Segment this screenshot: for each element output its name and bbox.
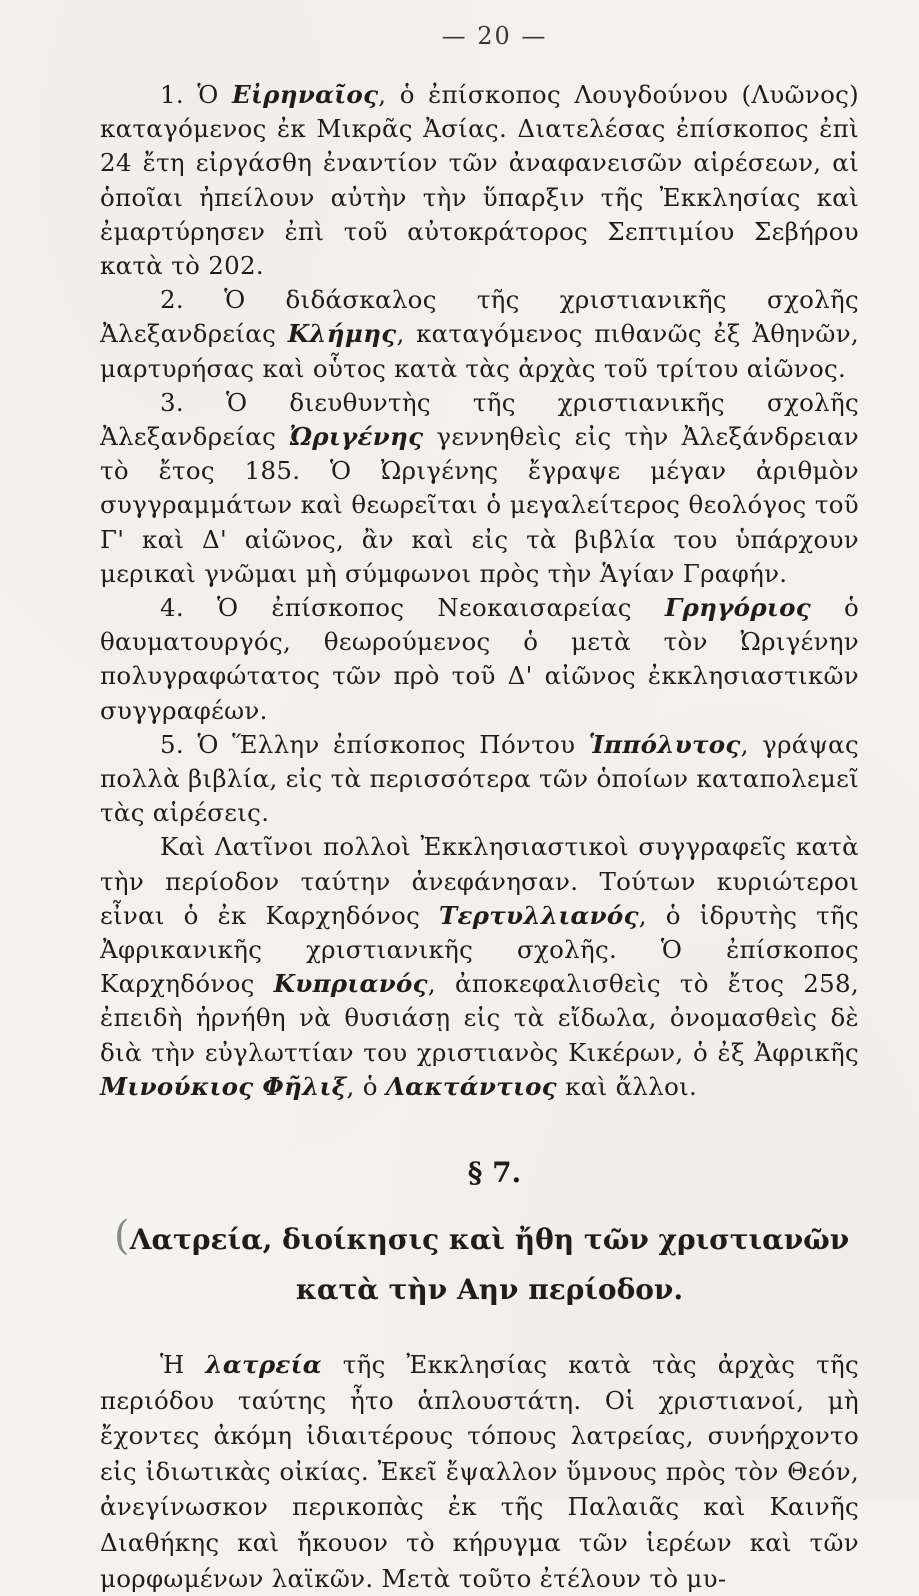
list-item-origen [100, 386, 859, 591]
paragraph-text: Καὶ Λατῖνοι πολλοὶ Ἐκκλησιαστικοὶ συγγραφεῖς κατὰ τὴν περίοδον ταύτην ἀνεφάνησαν. Τούτων κυριώτεροι εἶναι ὁ ἐκ Καρχηδόνος [100, 832, 859, 930]
item-text-before: 5. Ὁ Ἕλλην ἐπίσκοπος Πόντου [160, 729, 589, 759]
list-item-hippolytus [100, 728, 859, 831]
item-text-before: 3. Ὁ διευθυντὴς τῆς χριστιανικῆς σχολῆς Ἀλεξανδρείας [100, 387, 859, 452]
item-text-after: γεννηθεὶς εἰς τὴν Ἀλεξάνδρειαν τὸ ἔτος 185. Ὁ Ὠριγένης ἔγραψε μέγαν ἀριθμὸν συγγραμμάτων καὶ θεωρεῖται ὁ μεγαλείτερος θεολόγος τοῦ Γ' καὶ Δ' αἰῶνος, ἂν καὶ εἰς τὰ βιβλία του ὑπάρχουν μερικαὶ γνῶμαι μὴ σύμφωνοι πρὸς τὴν Ἁγίαν Γραφήν. [100, 422, 859, 588]
latin-writers-paragraph [100, 830, 859, 1104]
paragraph-text: Ἡ [160, 1350, 206, 1380]
section-mark: § 7. [467, 1156, 522, 1190]
item-text-after: , καταγόμενος πιθανῶς ἐξ Ἀθηνῶν, μαρτυρήσας καὶ οὗτος κατὰ τὰς ἀρχὰς τοῦ τρίτου αἰῶνος. [100, 319, 859, 383]
section-heading [100, 1215, 859, 1315]
item-name-bold: Κλήμης [287, 319, 397, 349]
list-item-clement [100, 283, 859, 386]
item-text-after: ὁ θαυματουργός, θεωρούμενος ὁ μετὰ τὸν Ὠριγένην πολυγραφώτατος τῶν πρὸ τοῦ Δ' αἰῶνος ἐκκλησιαστικῶν συγγραφέων. [100, 593, 860, 725]
item-name-bold: Γρηγόριος [664, 593, 811, 623]
item-text-before: 1. Ὁ [160, 80, 232, 109]
section-heading-line-2: κατὰ τὴν Αην περίοδον. [295, 1273, 684, 1307]
item-name-bold: Ὠριγένης [289, 422, 424, 452]
paragraph-text: καὶ ἄλλοι. [557, 1071, 698, 1101]
item-text-before: 2. Ὁ διδάσκαλος τῆς χριστιανικῆς σχολῆς Ἀλεξανδρείας [100, 285, 859, 349]
name-bold: Λακτάντιος [385, 1071, 558, 1101]
paragraph-text: τῆς Ἐκκλησίας κατὰ τὰς ἀρχὰς τῆς περιόδου ταύτης ἦτο ἁπλουστάτη. Οἱ χριστιανοί, μὴ ἔχοντες ἀκόμη ἰδιαιτέρους τόπους λατρείας, συνήρχοντο εἰς ἰδιωτικὰς οἰκίας. Ἐκεῖ ἔψαλλον ὕμνους πρὸς τὸν Θεόν, ἀνεγίνωσκον περικοπὰς ἐκ τῆς Παλαιᾶς καὶ Καινῆς Διαθήκης καὶ ἤκουον τὸ κήρυγμα τῶν ἱερέων καὶ τῶν μορφωμένων λαϊκῶν. Μετὰ τοῦτο ἐτέλουν τὸ μυ- [100, 1350, 859, 1593]
paragraph-text: , ἀποκεφαλισθεὶς τὸ ἔτος 258, ἐπειδὴ ἠρνήθη νὰ θυσιάσῃ εἰς τὰ εἴδωλα, ὀνομασθεὶς δὲ διὰ τὴν εὐγλωττίαν του χριστιανὸς Κικέρων, ὁ ἐξ Ἀφρικῆς [100, 969, 859, 1067]
bracket-mark-icon: ( [114, 1213, 130, 1260]
list-item-gregory [100, 591, 859, 728]
name-bold: Τερτυλλιανός [438, 900, 639, 930]
list-item-irenaeus [100, 78, 859, 283]
item-text-before: 4. Ὁ ἐπίσκοπος Νεοκαισαρείας [160, 593, 665, 623]
paragraph-text: , ὁ ἱδρυτὴς τῆς Ἀφρικανικῆς χριστιανικῆς σχολῆς. Ὁ ἐπίσκοπος Καρχηδόνος [100, 900, 859, 999]
name-bold: Μινούκιος Φῆλιξ [100, 1071, 347, 1101]
name-bold: Κυπριανός [273, 969, 428, 999]
item-text-after: , ὁ ἐπίσκοπος Λουγδούνου (Λυῶνος) καταγόμενος ἐκ Μικρᾶς Ἀσίας. Διατελέσας ἐπίσκοπος ἐπὶ 24 ἔτη εἰργάσθη ἐναντίον τῶν ἀναφανεισῶν αἱρέσεων, αἱ ὁποῖαι ἠπείλουν αὐτὴν τὴν ὕπαρξιν τῆς Ἐκκλησίας καὶ ἐμαρτύρησεν ἐπὶ τοῦ αὐτοκράτορος Σεπτιμίου Σεβήρου κατὰ τὸ 202. [100, 80, 859, 281]
paragraph-text: , ὁ [346, 1071, 386, 1101]
item-text-after: , γράψας πολλὰ βιβλία, εἰς τὰ περισσότερα τῶν ὁποίων καταπολεμεῖ τὰς αἱρέσεις. [100, 729, 860, 828]
section-heading-line-1: Λατρεία, διοίκησις καὶ ἤθη τῶν χριστιανῶν [129, 1223, 850, 1257]
term-bold: λατρεία [205, 1350, 322, 1380]
page-number: — 20 — [441, 22, 548, 50]
item-name-bold: Εἰρηναῖος [231, 80, 379, 109]
item-name-bold: Ἱππόλυτος [588, 729, 741, 759]
worship-paragraph [100, 1347, 859, 1596]
